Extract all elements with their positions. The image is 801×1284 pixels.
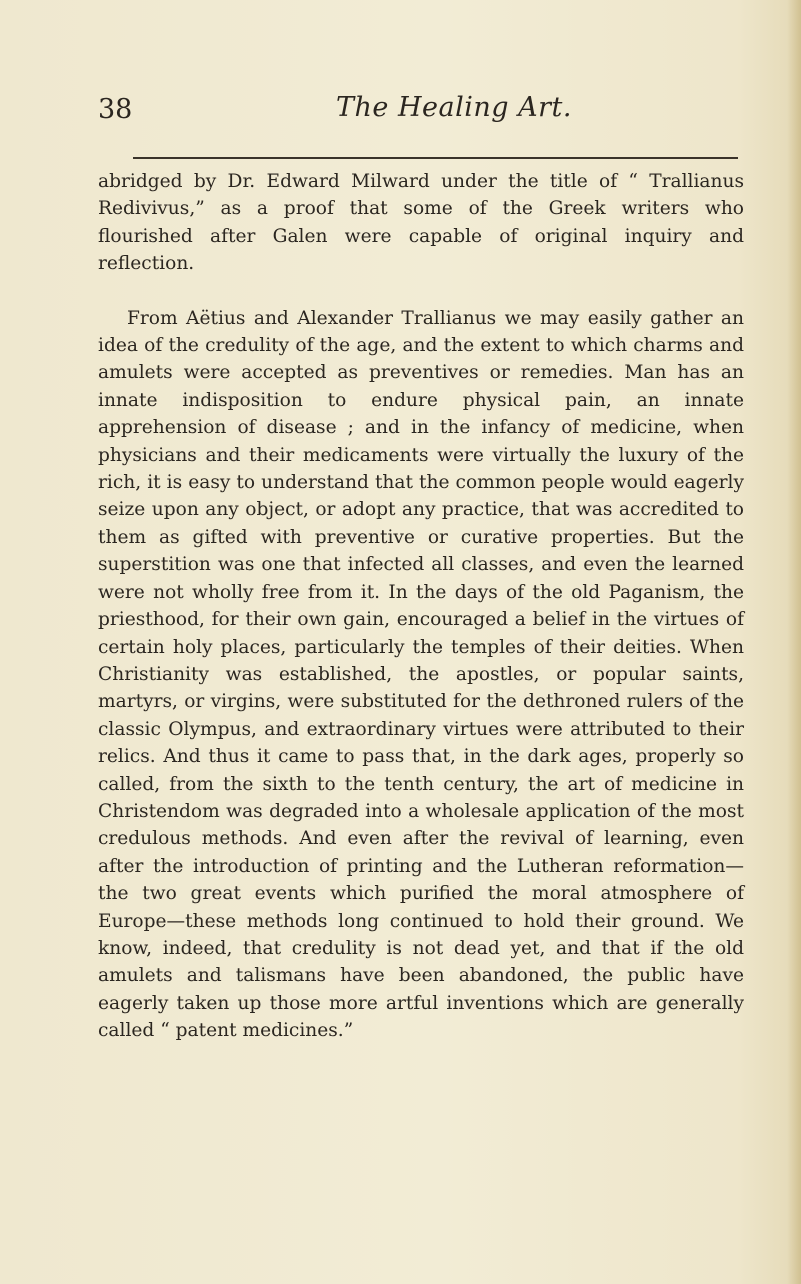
page-edge-shadow [787,0,801,1284]
running-title: The Healing Art. [336,92,572,123]
body-text [98,168,744,1045]
page-header [0,94,801,134]
paragraph-2: From Aëtius and Alexander Trallianus we may easily gather an idea of the credulity of the age, and the extent to which charms and amulets were accepted as preventives or remedies. Man has an innate indisposition to endure physical pain, an innate apprehension of disease ; and in the infancy of medicine, when physicians and their medicaments were virtually the luxury of the rich, it is easy to understand that the common people would eagerly seize upon any object, or adopt any practice, that was accredited to them as gifted with preventive or curative properties. But the superstition was one that infected all classes, and even the learned were not wholly free from it. In the days of the old Paganism, the priesthood, for their own gain, encouraged a belief in the virtues of certain holy places, particularly the temples of their deities. When Christianity was established, the apostles, or popular saints, martyrs, or virgins, were substituted for the dethroned rulers of the classic Olympus, and extraordinary virtues were attributed to their relics. And thus it came to pass that, in the dark ages, properly so called, from the sixth to the tenth century, the art of medicine in Christendom was degraded into a wholesale application of the most credulous methods. And even after the revival of learning, even after the introduction of printing and the Lutheran reformation—the two great events which purified the moral atmosphere of Europe—these methods long continued to hold their ground. We know, indeed, that credulity is not dead yet, and that if the old amulets and talismans have been abandoned, the public have eagerly taken up those more artful inventions which are generally called “ patent medicines.” [98,307,744,1042]
header-rule [133,157,738,159]
paragraph-1: abridged by Dr. Edward Milward under the title of “ Trallianus Redivivus,” as a proof that some of the Greek writers who flourished after Galen were capable of original inquiry and reflection. [98,171,744,275]
page-number: 38 [98,94,133,125]
